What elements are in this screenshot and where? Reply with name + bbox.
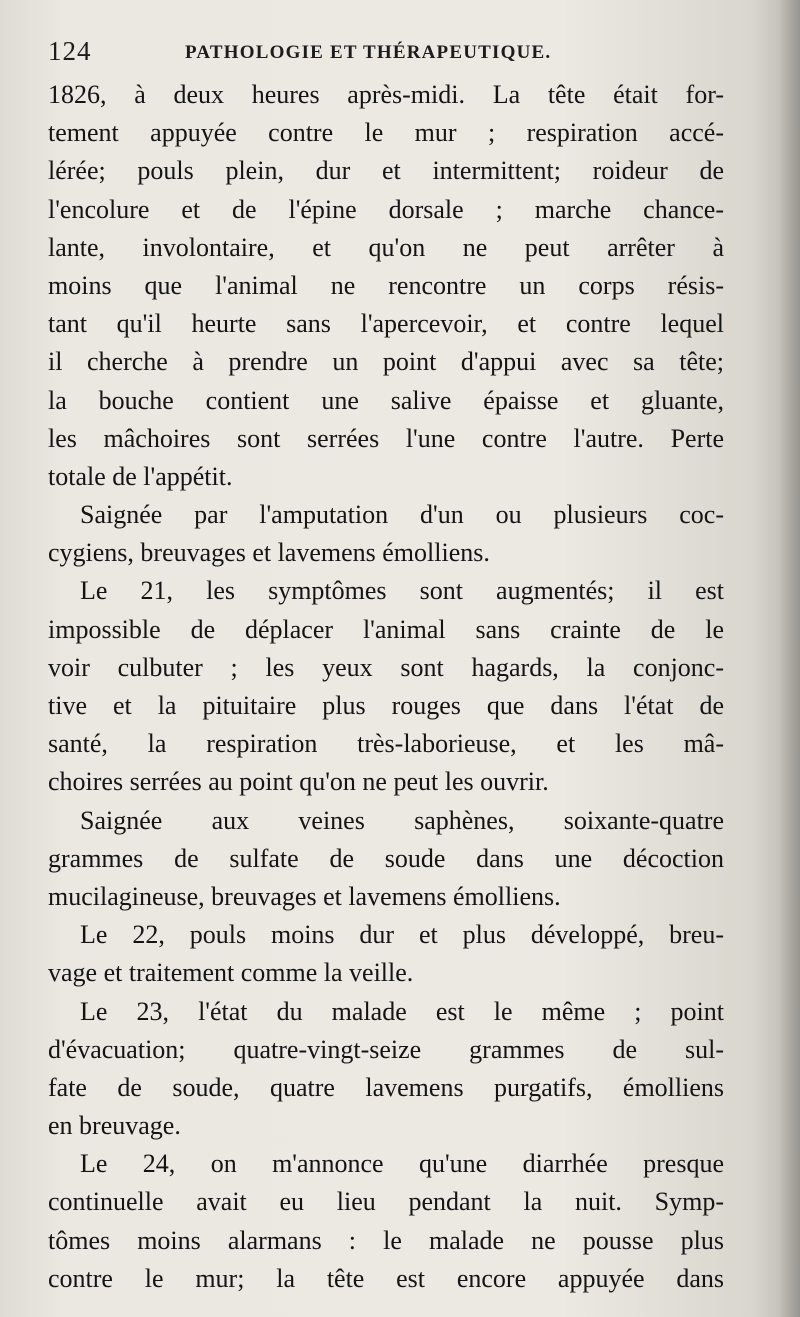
body-text	[48, 76, 724, 1298]
running-head: PATHOLOGIE ET THÉRAPEUTIQUE.	[185, 42, 552, 63]
text-line: en breuvage.	[48, 1111, 181, 1141]
text-line: choires serrées au point qu'on ne peut les ouvrir.	[48, 767, 549, 797]
text-line: tômes moins alarmans : le malade ne pousse plus	[48, 1225, 724, 1255]
text-line: cygiens, breuvages et lavemens émolliens.	[48, 538, 490, 568]
text-line: vage et traitement comme la veille.	[48, 958, 414, 988]
text-line: Saignée par l'amputation d'un ou plusieurs coc-	[80, 500, 724, 530]
text-line: continuelle avait eu lieu pendant la nuit. Symp-	[48, 1187, 724, 1217]
text-line: santé, la respiration très-laborieuse, et les mâ-	[48, 729, 724, 759]
text-line: grammes de sulfate de soude dans une décoction	[48, 843, 724, 873]
text-line: d'évacuation; quatre-vingt-seize grammes de sul-	[48, 1034, 724, 1064]
text-line: voir culbuter ; les yeux sont hagards, la conjonc-	[48, 652, 724, 682]
text-line: les mâchoires sont serrées l'une contre l'autre. Perte	[48, 423, 724, 453]
text-line: Le 22, pouls moins dur et plus développé, breu-	[80, 920, 724, 950]
text-line: la bouche contient une salive épaisse et gluante,	[48, 385, 724, 415]
text-line: totale de l'appétit.	[48, 461, 233, 491]
text-line: il cherche à prendre un point d'appui avec sa tête;	[48, 347, 724, 377]
text-line: l'encolure et de l'épine dorsale ; marche chance-	[48, 194, 724, 224]
text-line: lérée; pouls plein, dur et intermittent; roideur de	[48, 156, 724, 186]
text-line: impossible de déplacer l'animal sans crainte de le	[48, 614, 724, 644]
text-line: Saignée aux veines saphènes, soixante-quatre	[80, 805, 724, 835]
text-line: lante, involontaire, et qu'on ne peut arrêter à	[48, 232, 724, 262]
text-line: contre le mur; la tête est encore appuyée dans	[48, 1263, 724, 1293]
text-line: Le 24, on m'annonce qu'une diarrhée presque	[80, 1149, 724, 1179]
text-line: 1826, à deux heures après-midi. La tête était for-	[48, 80, 724, 109]
page-header	[48, 36, 738, 70]
text-line: tant qu'il heurte sans l'apercevoir, et contre lequel	[48, 309, 724, 339]
text-line: tive et la pituitaire plus rouges que dans l'état de	[48, 691, 724, 720]
text-line: fate de soude, quatre lavemens purgatifs, émolliens	[48, 1072, 724, 1102]
text-line: mucilagineuse, breuvages et lavemens émolliens.	[48, 881, 561, 911]
page-number: 124	[48, 36, 92, 66]
text-line: Le 23, l'état du malade est le même ; point	[80, 996, 724, 1026]
text-line: moins que l'animal ne rencontre un corps résis-	[48, 270, 724, 300]
page-edge-shadow	[778, 0, 800, 1317]
text-line: tement appuyée contre le mur ; respiration accé-	[48, 118, 724, 148]
text-line: Le 21, les symptômes sont augmentés; il est	[80, 576, 724, 606]
